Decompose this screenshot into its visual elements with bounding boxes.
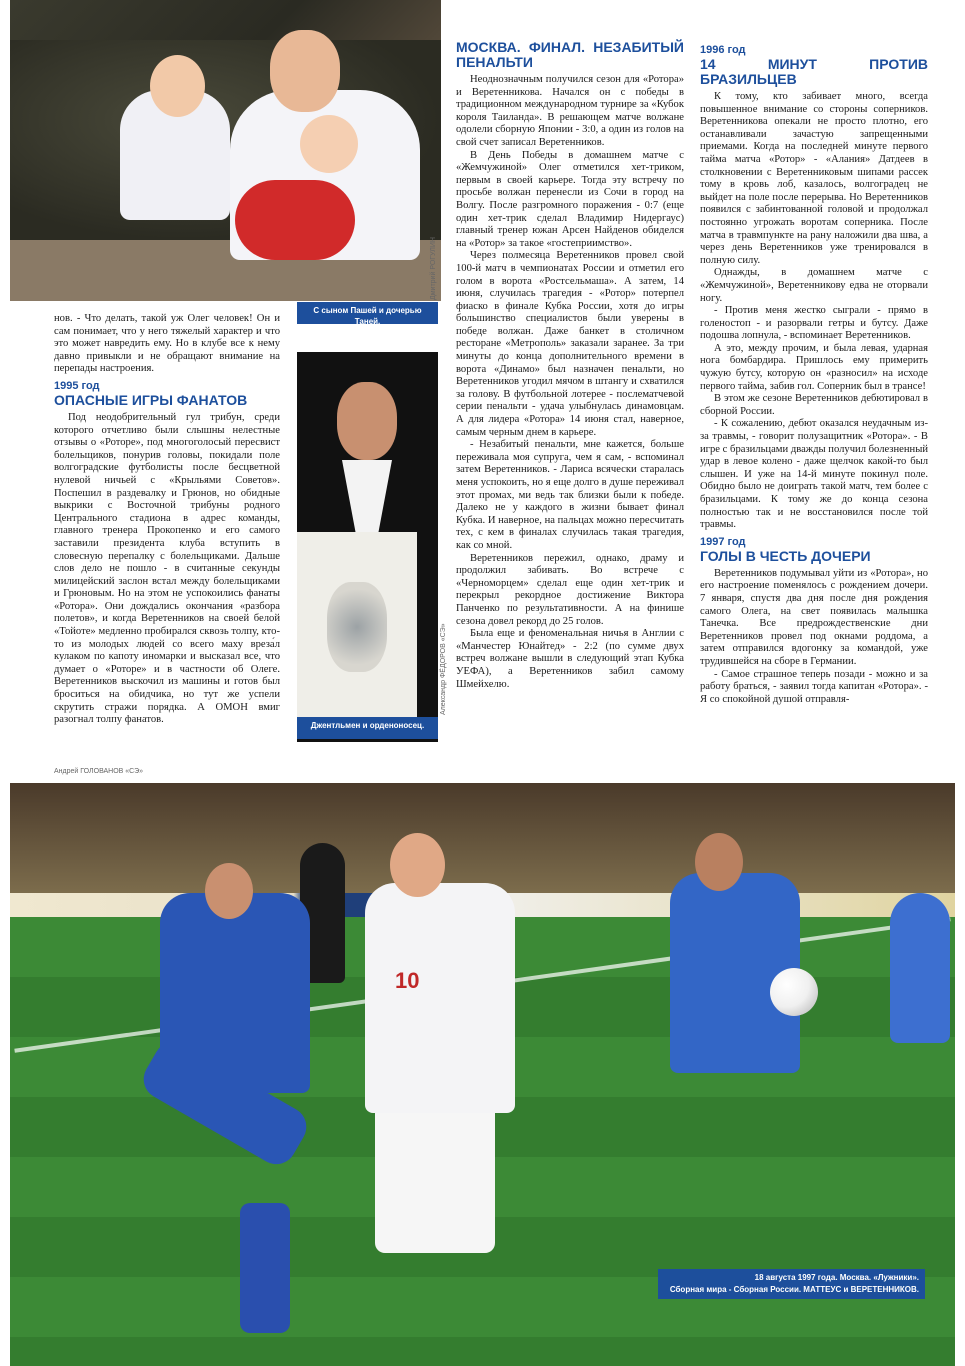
col1-intro: нов. - Что делать, такой уж Олег человек! Он и сам понимает, что у него тяжелый характер и что это может навредить ему. Но в клубе все к нему давно привыкли и не обращают внимание на перепады настроения.	[54, 313, 280, 375]
col2-paragraph: Веретенников пережил, однако, драму и продолжил забивать. Во встрече с «Черноморцем» сделал еще один хет-трик и перекрыл рекордное достижение Виктора Панченко по результативности. А на финише сезона довел рекорд до 25 голов.	[456, 552, 684, 627]
section-1995-year: 1995 год	[54, 379, 100, 392]
col2-paragraph: Через полмесяца Веретенников провел свой 100-й матч в чемпионатах России и отметил его голом в ворота «Ростсельмаша». А затем, 14 июня, случилась трагедия - «Ротор» потерпел фиаско в финале Кубка России, хотя до игры большинство специалистов были уверены в победе волжан. Даже банкет в столичном ресторане «Метрополь» заказали заранее. За три минуты до конца дополнительного времени в ворота «Динамо» был назначен пенальти, но Веретенников угодил мячом в штангу и схватился за голову. В футбольной лотерее - послематчевой серии пенальти - удача улыбнулась динамовцам. А для лидера «Ротора» 14 июня стал, наверное, самым черным днем в карьере.	[456, 250, 684, 438]
section-1997-heading: ГОЛЫ В ЧЕСТЬ ДОЧЕРИ	[700, 547, 871, 564]
col2-paragraph: Неоднозначным получился сезон для «Ротора» и Веретенникова. Начался он с победы в традиционном международном турнире за «Кубок короля Таиланда». В решающем матче волжане одолели сборную Японии - 3:0, а один из голов на свой счет записал Веретенников.	[456, 74, 684, 148]
family-photo-caption: С сыном Пашей и дочерью Таней.	[297, 302, 438, 324]
section-1997-year: 1997 год	[700, 535, 746, 548]
column-1	[54, 313, 280, 727]
col3-paragraph: Однажды, в домашнем матче с «Жемчужиной», Веретенникову едва не оторвали ногу.	[700, 267, 928, 304]
col3-paragraph: К тому, кто забивает много, всегда повышенное внимание со стороны соперников. Веретенникова опекали не просто плотно, его останавливали зачастую запрещенными приемами. Когда на последней минуте первого тайма матча «Ротор» - «Алания» Датдеев в столкновении с Веретенниковым шипами рассек тому в кровь лоб, казалось, волгоградец не выйдет на поле после перерыва. Но Веретенников появился с забинтованной головой и продолжал постоянно угрожать воротам соперника. После матча в травмпункте на рану наложили два шва, а через день Веретенников уже тренировался в полную силу.	[700, 91, 928, 266]
tuxedo-photo-credit: Александр ФЁДОРОВ «СЭ»	[440, 623, 447, 715]
section-1995-heading: ОПАСНЫЕ ИГРЫ ФАНАТОВ	[54, 391, 248, 408]
col2-paragraph: В День Победы в домашнем матче с «Жемчужиной» Олег отметился хет-триком, первым в своей карьере. Тогда эту встречу по просьбе волжан перенесли из Сочи в город на Волгу. После разгромного поражения - 0:7 (еще один хет-трик сделал Владимир Нидергаус) главный тренер южан Арсен Найденов обиделся на «Ротор» за такое «гостеприимство».	[456, 149, 684, 249]
section-final-heading: МОСКВА. ФИНАЛ. НЕЗАБИТЫЙ ПЕНАЛЬТИ	[456, 39, 684, 70]
col3-paragraph: В этом же сезоне Веретенников дебютировал в сборной России.	[700, 393, 928, 417]
match-caption-line1: 18 августа 1997 года. Москва. «Лужники».	[754, 1273, 919, 1282]
col3-paragraph: А это, между прочим, и была левая, ударная нога бомбардира. Пришлось ему примерить чужую бутсу, которую он «разносил» на исходе первого тайма, забив гол. Соперник был в трансе!	[700, 342, 928, 392]
section-1996-heading: 14 МИНУТ ПРОТИВ БРАЗИЛЬЦЕВ	[700, 56, 928, 87]
match-photo-caption	[658, 1269, 925, 1299]
col3-paragraph: - Против меня жестко сыграли - прямо в голеностоп - и разорвали гетры и бутсу. Даже подошва лопнула, - вспоминает Веретенников.	[700, 305, 928, 342]
column-3	[700, 44, 928, 706]
family-photo	[10, 0, 441, 301]
tuxedo-photo	[297, 352, 438, 742]
family-photo-credit: Дмитрий РОГУЛИН	[430, 237, 437, 300]
section-1995-text: Под неодобрительный гул трибун, среди которого отчетливо были слышны нелестные отзывы о «Роторе», под многоголосый пересвист болельщиков, понурив головы, покидали поле волгоградские футболисты после бесцветной нулевой ничьей с «Крыльями Советов». Поспешил в раздевалку и Грюнов, но обидные выкрики с Восточной трибуны родного Центрального стадиона в адрес команды, главного тренера Прокопенко и его самого заставили президента клуба вступить в словесную перепалку с болельщиками. Дальше слов дело не пошло - в считанные секунды милицейский заслон встал между болельщиками и Грюновым. Но на этом не успокоились фанаты «Ротора». Они дождались окончания «разбора полетов», и когда Веретенников на своей белой «Тойоте» медленно пробирался сквозь толпу, кто-то из молодых людей со всего маху вреза́л кулаком по капоту иномарки и высказал все, что думает о «Роторе» и в частности об Олеге. Веретенников выскочил из машины и готов был броситься на обидчика, но тут же успели скрутить стражи порядка. А ОМОН вмиг разогнал толпу фанатов.	[54, 411, 280, 726]
match-caption-line2: Сборная мира - Сборная России. МАТТЕУС и ВЕРЕТЕННИКОВ.	[669, 1285, 919, 1294]
football-icon	[770, 968, 818, 1016]
tuxedo-photo-caption: Джентльмен и орденоносец.	[297, 717, 438, 739]
col2-paragraph: - Незабитый пенальти, мне кажется, больше переживала моя супруга, чем я сам, - вспоминал затем Веретенников. - Лариса всячески старалась меня успокоить, но я еще долго в душе переживал этот промах, ми ведь так близки были к победе. Далеко не у каждого в жизни бывает финал Кубка. И наверное, на пальцах можно пересчитать тех, с кем в финалах случилась такая трагедия, как со мной.	[456, 439, 684, 551]
col3-paragraph: - Самое страшное теперь позади - можно и за работу браться, - заявил тогда капитан «Ротора». - Я со спокойной душой отправля-	[700, 668, 928, 705]
section-1996-year: 1996 год	[700, 44, 746, 56]
col1-byline: Андрей ГОЛОВАНОВ «СЭ»	[54, 768, 144, 775]
jersey-number: 10	[395, 968, 420, 993]
col2-paragraph: Была еще и феноменальная ничья в Англии с «Манчестер Юнайтед» - 2:2 (по сумме двух встреч волжане вышли в следующий этап Кубка УЕФА), а Веретенников забил самому Шмейхелю.	[456, 628, 684, 690]
col3-paragraph: Веретенников подумывал уйти из «Ротора», но его настроение поменялось с рождением дочери. 7 января, спустя два дня после дня рождения самого Олега, на свет появилась малышка Танечка. Все предрождественские дни Веретенников провел под окнами роддома, а затем отправился вдогонку за командой, уже трудившейся на сборе в Германии.	[700, 567, 928, 667]
col3-paragraph: - К сожалению, дебют оказался неудачным из-за травмы, - говорит полузащитник «Ротора». - В игре с бразильцами дважды получил болезненный удар в левое колено - даже щелчок какой-то был слышен. И уже на 14-й минуте покинул поле. Обидно было не доиграть такой матч, тем более с бразильцами. К тому же до конца сезона полностью так и не восстановился после той травмы.	[700, 418, 928, 531]
column-2	[456, 40, 684, 691]
